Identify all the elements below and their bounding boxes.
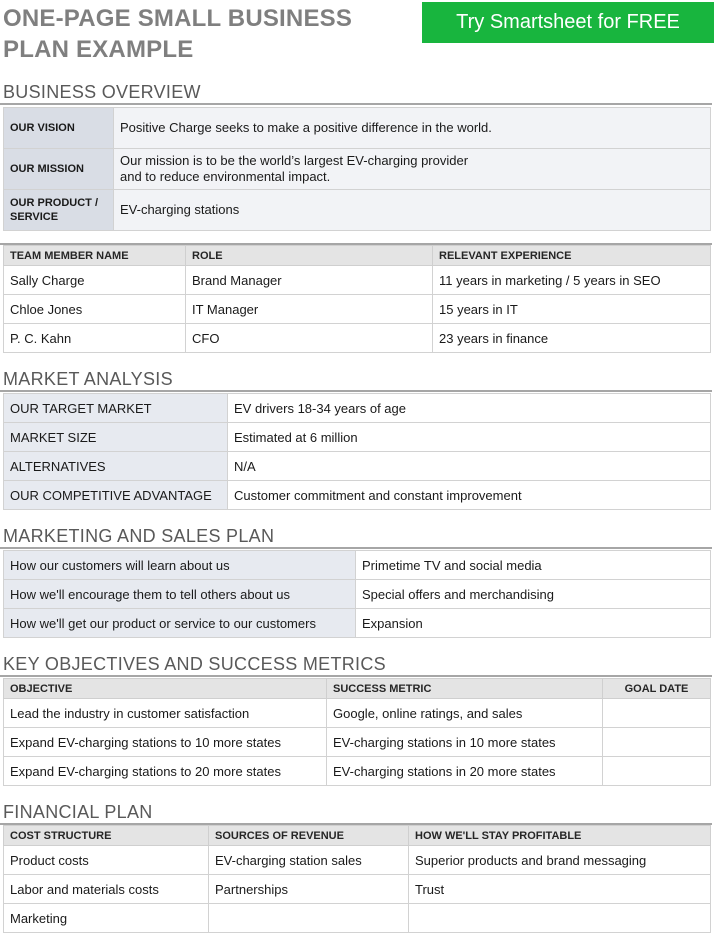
- marketing-label: How we'll get our product or service to our customers: [4, 609, 356, 638]
- financial-cell: [209, 904, 409, 933]
- table-header-row: [4, 679, 711, 699]
- team-cell: Brand Manager: [186, 266, 433, 295]
- vision-label: OUR VISION: [4, 108, 114, 149]
- section-divider: [0, 390, 712, 392]
- table-row: [4, 728, 711, 757]
- table-row: [4, 875, 711, 904]
- financial-plan-title: FINANCIAL PLAN: [3, 802, 153, 822]
- table-header-row: [4, 246, 711, 266]
- financial-cell: [409, 904, 711, 933]
- table-row: [4, 108, 711, 149]
- market-value: Customer commitment and constant improvement: [228, 481, 711, 510]
- table-row: [4, 757, 711, 786]
- table-row: [4, 149, 711, 190]
- marketing-sales-table: [3, 550, 711, 638]
- team-cell: CFO: [186, 324, 433, 353]
- table-row: [4, 904, 711, 933]
- table-header-row: [4, 826, 711, 846]
- financial-cell: Superior products and brand messaging: [409, 846, 711, 875]
- team-cell: IT Manager: [186, 295, 433, 324]
- financial-cell: Partnerships: [209, 875, 409, 904]
- goal-date-cell: [603, 728, 711, 757]
- table-row: [4, 295, 711, 324]
- financial-cell: Trust: [409, 875, 711, 904]
- market-value: N/A: [228, 452, 711, 481]
- objective-cell: Expand EV-charging stations to 10 more states: [4, 728, 327, 757]
- section-divider: [0, 675, 712, 677]
- table-row: [4, 481, 711, 510]
- table-row: [4, 266, 711, 295]
- team-member-name-header: TEAM MEMBER NAME: [4, 246, 186, 266]
- stay-profitable-header: HOW WE'LL STAY PROFITABLE: [409, 826, 711, 846]
- section-divider: [0, 547, 712, 549]
- team-cell: 23 years in finance: [433, 324, 711, 353]
- metric-cell: EV-charging stations in 10 more states: [327, 728, 603, 757]
- page-title: ONE-PAGE SMALL BUSINESS PLAN EXAMPLE: [3, 5, 353, 63]
- product-service-label: OUR PRODUCT / SERVICE: [4, 190, 114, 231]
- sources-of-revenue-header: SOURCES OF REVENUE: [209, 826, 409, 846]
- financial-table: [3, 825, 711, 933]
- team-cell: 11 years in marketing / 5 years in SEO: [433, 266, 711, 295]
- market-analysis-title: MARKET ANALYSIS: [3, 369, 173, 389]
- objectives-title: KEY OBJECTIVES AND SUCCESS METRICS: [3, 654, 386, 674]
- relevant-experience-header: RELEVANT EXPERIENCE: [433, 246, 711, 266]
- vision-value: Positive Charge seeks to make a positive difference in the world.: [114, 108, 711, 149]
- success-metric-header: SUCCESS METRIC: [327, 679, 603, 699]
- business-overview-table: [3, 107, 711, 231]
- table-row: [4, 394, 711, 423]
- objectives-table: [3, 678, 711, 786]
- financial-cell: Labor and materials costs: [4, 875, 209, 904]
- team-cell: P. C. Kahn: [4, 324, 186, 353]
- goal-date-header: GOAL DATE: [603, 679, 711, 699]
- market-label: OUR COMPETITIVE ADVANTAGE: [4, 481, 228, 510]
- table-row: [4, 551, 711, 580]
- team-cell: Chloe Jones: [4, 295, 186, 324]
- goal-date-cell: [603, 757, 711, 786]
- team-cell: Sally Charge: [4, 266, 186, 295]
- team-cell: 15 years in IT: [433, 295, 711, 324]
- table-row: [4, 580, 711, 609]
- team-table: [3, 245, 711, 353]
- metric-cell: Google, online ratings, and sales: [327, 699, 603, 728]
- business-overview-title: BUSINESS OVERVIEW: [3, 82, 201, 102]
- marketing-value: Primetime TV and social media: [356, 551, 711, 580]
- market-label: ALTERNATIVES: [4, 452, 228, 481]
- table-row: [4, 452, 711, 481]
- financial-cell: Product costs: [4, 846, 209, 875]
- market-analysis-table: [3, 393, 711, 510]
- table-row: [4, 423, 711, 452]
- financial-cell: Marketing: [4, 904, 209, 933]
- objective-cell: Lead the industry in customer satisfaction: [4, 699, 327, 728]
- objective-cell: Expand EV-charging stations to 20 more states: [4, 757, 327, 786]
- table-row: [4, 699, 711, 728]
- table-row: [4, 190, 711, 231]
- goal-date-cell: [603, 699, 711, 728]
- marketing-label: How we'll encourage them to tell others about us: [4, 580, 356, 609]
- section-divider: [0, 103, 712, 105]
- market-label: OUR TARGET MARKET: [4, 394, 228, 423]
- mission-value: Our mission is to be the world’s largest EV-charging provider and to reduce environmental impact.: [114, 149, 711, 190]
- market-value: EV drivers 18-34 years of age: [228, 394, 711, 423]
- product-service-value: EV-charging stations: [114, 190, 711, 231]
- table-row: [4, 846, 711, 875]
- mission-label: OUR MISSION: [4, 149, 114, 190]
- marketing-sales-title: MARKETING AND SALES PLAN: [3, 526, 275, 546]
- objective-header: OBJECTIVE: [4, 679, 327, 699]
- marketing-value: Special offers and merchandising: [356, 580, 711, 609]
- market-value: Estimated at 6 million: [228, 423, 711, 452]
- market-label: MARKET SIZE: [4, 423, 228, 452]
- try-smartsheet-button[interactable]: Try Smartsheet for FREE: [422, 2, 714, 43]
- metric-cell: EV-charging stations in 20 more states: [327, 757, 603, 786]
- cost-structure-header: COST STRUCTURE: [4, 826, 209, 846]
- table-row: [4, 609, 711, 638]
- table-row: [4, 324, 711, 353]
- financial-cell: EV-charging station sales: [209, 846, 409, 875]
- role-header: ROLE: [186, 246, 433, 266]
- marketing-label: How our customers will learn about us: [4, 551, 356, 580]
- marketing-value: Expansion: [356, 609, 711, 638]
